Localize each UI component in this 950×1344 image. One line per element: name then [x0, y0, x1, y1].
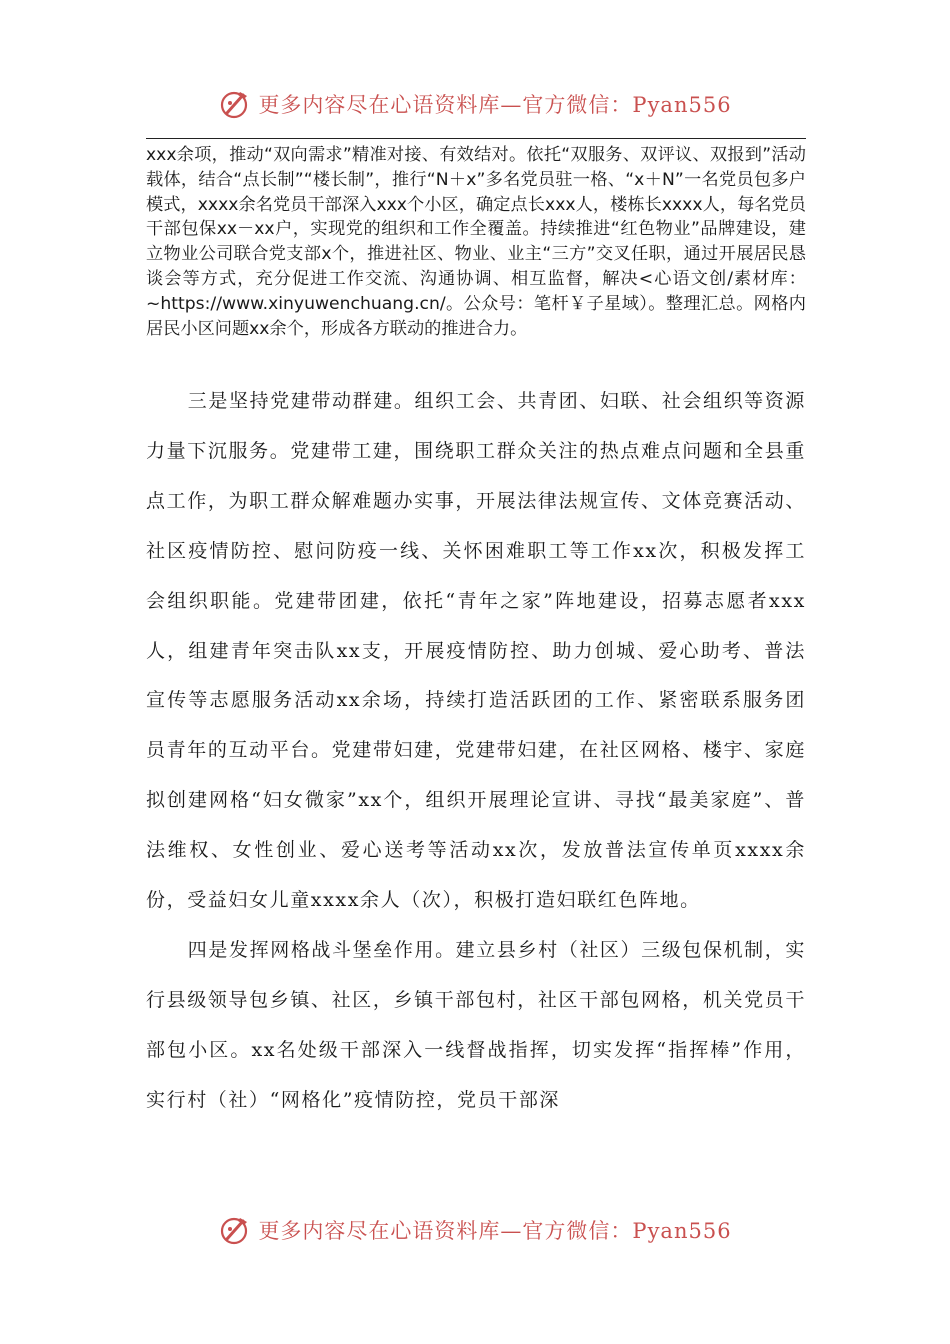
footer-banner-text: 更多内容尽在心语资料库—官方微信：Pyan556: [258, 1219, 732, 1243]
header-banner: [0, 84, 950, 124]
paragraph-three: 三是坚持党建带动群建。组织工会、共青团、妇联、社会组织等资源力量下沉服务。党建带工建，围绕职工群众关注的热点难点问题和全县重点工作，为职工群众解难题办实事，开展法律法规宣传、文体竞赛活动、社区疫情防控、慰问防疫一线、关怀困难职工等工作xx次，积极发挥工会组织职能。党建带团建，依托“青年之家”阵地建设，招募志愿者xxx人，组建青年突击队xx支，开展疫情防控、助力创城、爱心助考、普法宣传等志愿服务活动xx余场，持续打造活跃团的工作、紧密联系服务团员青年的互动平台。党建带妇建，党建带妇建，在社区网格、楼宇、家庭拟创建网格“妇女微家”xx个，组织开展理论宣讲、寻找“最美家庭”、普法维权、女性创业、爱心送考等活动xx次，发放普法宣传单页xxxx余份，受益妇女儿童xxxx余人（次），积极打造妇联红色阵地。: [146, 390, 806, 912]
pen-circle-logo-icon: [218, 87, 252, 121]
footer-banner: [0, 1210, 950, 1250]
header-divider: [146, 138, 806, 139]
spaced-text-block: [146, 377, 806, 1126]
dense-text-block: [146, 143, 806, 341]
pen-circle-logo-icon: [218, 1213, 252, 1247]
paragraph-dense: xxx余项，推动“双向需求”精准对接、有效结对。依托“双服务、双评议、双报到”活动载体，结合“点长制”“楼长制”，推行“N＋x”多名党员驻一格、“x＋N”一名党员包多户模式，xxxx余名党员干部深入xxx个小区，确定点长xxx人，楼栋长xxxx人，每名党员干部包保xx－xx户，实现党的组织和工作全覆盖。持续推进“红色物业”品牌建设，建立物业公司联合党支部x个，推进社区、物业、业主“三方”交叉任职，通过开展居民恳谈会等方式，充分促进工作交流、沟通协调、相互监督，解决<心语文创/素材库：~https://www.xinyuwenchuang.cn/。公众号：笔杆￥子星域）。整理汇总。网格内居民小区问题xx余个，形成各方联动的推进合力。: [146, 145, 806, 339]
paragraph-four: 四是发挥网格战斗堡垒作用。建立县乡村（社区）三级包保机制，实行县级领导包乡镇、社区，乡镇干部包村，社区干部包网格，机关党员干部包小区。xx名处级干部深入一线督战指挥，切实发挥“指挥棒”作用，实行村（社）“网格化”疫情防控，党员干部深: [146, 938, 806, 1111]
header-banner-text: 更多内容尽在心语资料库—官方微信：Pyan556: [258, 93, 732, 117]
